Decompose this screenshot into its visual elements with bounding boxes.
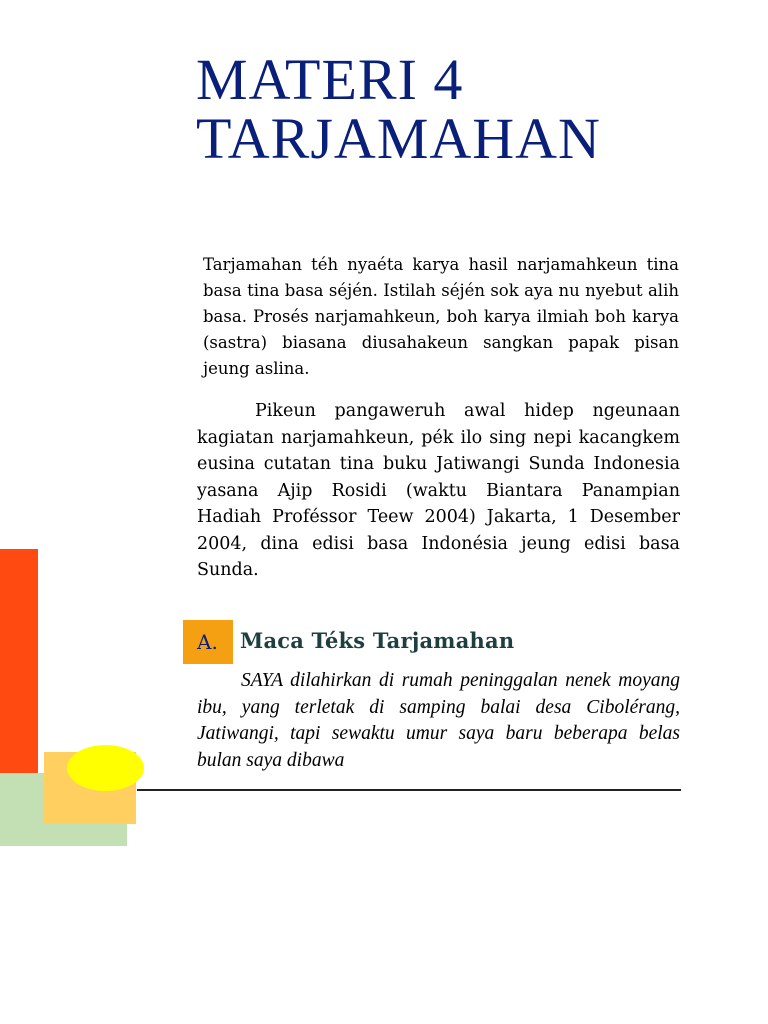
- horizontal-rule: [137, 789, 681, 791]
- title-line-2: TARJAMAHAN: [196, 106, 601, 171]
- second-paragraph: Pikeun pangaweruh awal hidep ngeunaan kagiatan narjamahkeun, pék ilo sing nepi kacangkem eusina cutatan tina buku Jatiwangi Sunda Indonesia yasana Ajip Rosidi (waktu Biantara Panampian Hadiah Proféssor Teew 2004) Jakarta, 1 Desember 2004, dina edisi basa Indonésia jeung edisi basa Sunda.: [197, 401, 680, 580]
- section-letter-badge: A.: [183, 620, 233, 664]
- page-title: [196, 47, 736, 171]
- intro-paragraph: Tarjamahan téh nyaéta karya hasil narjamahkeun tina basa tina basa séjén. Istilah séjén sok aya nu nyebut alih basa. Prosés narjamahkeun, boh karya ilmiah boh karya (sastra) biasana diusahakeun sangkan papak pisan jeung aslina.: [203, 255, 679, 378]
- decorative-yellow-oval: [67, 745, 144, 791]
- title-line-1: MATERI 4: [196, 47, 464, 112]
- section-heading: Maca Téks Tarjamahan: [240, 628, 515, 653]
- excerpt-paragraph: SAYA dilahirkan di rumah peninggalan nenek moyang ibu, yang terletak di samping balai desa Cibolérang, Jatiwangi, tapi sewaktu umur saya baru beberapa belas bulan saya dibawa: [197, 670, 680, 771]
